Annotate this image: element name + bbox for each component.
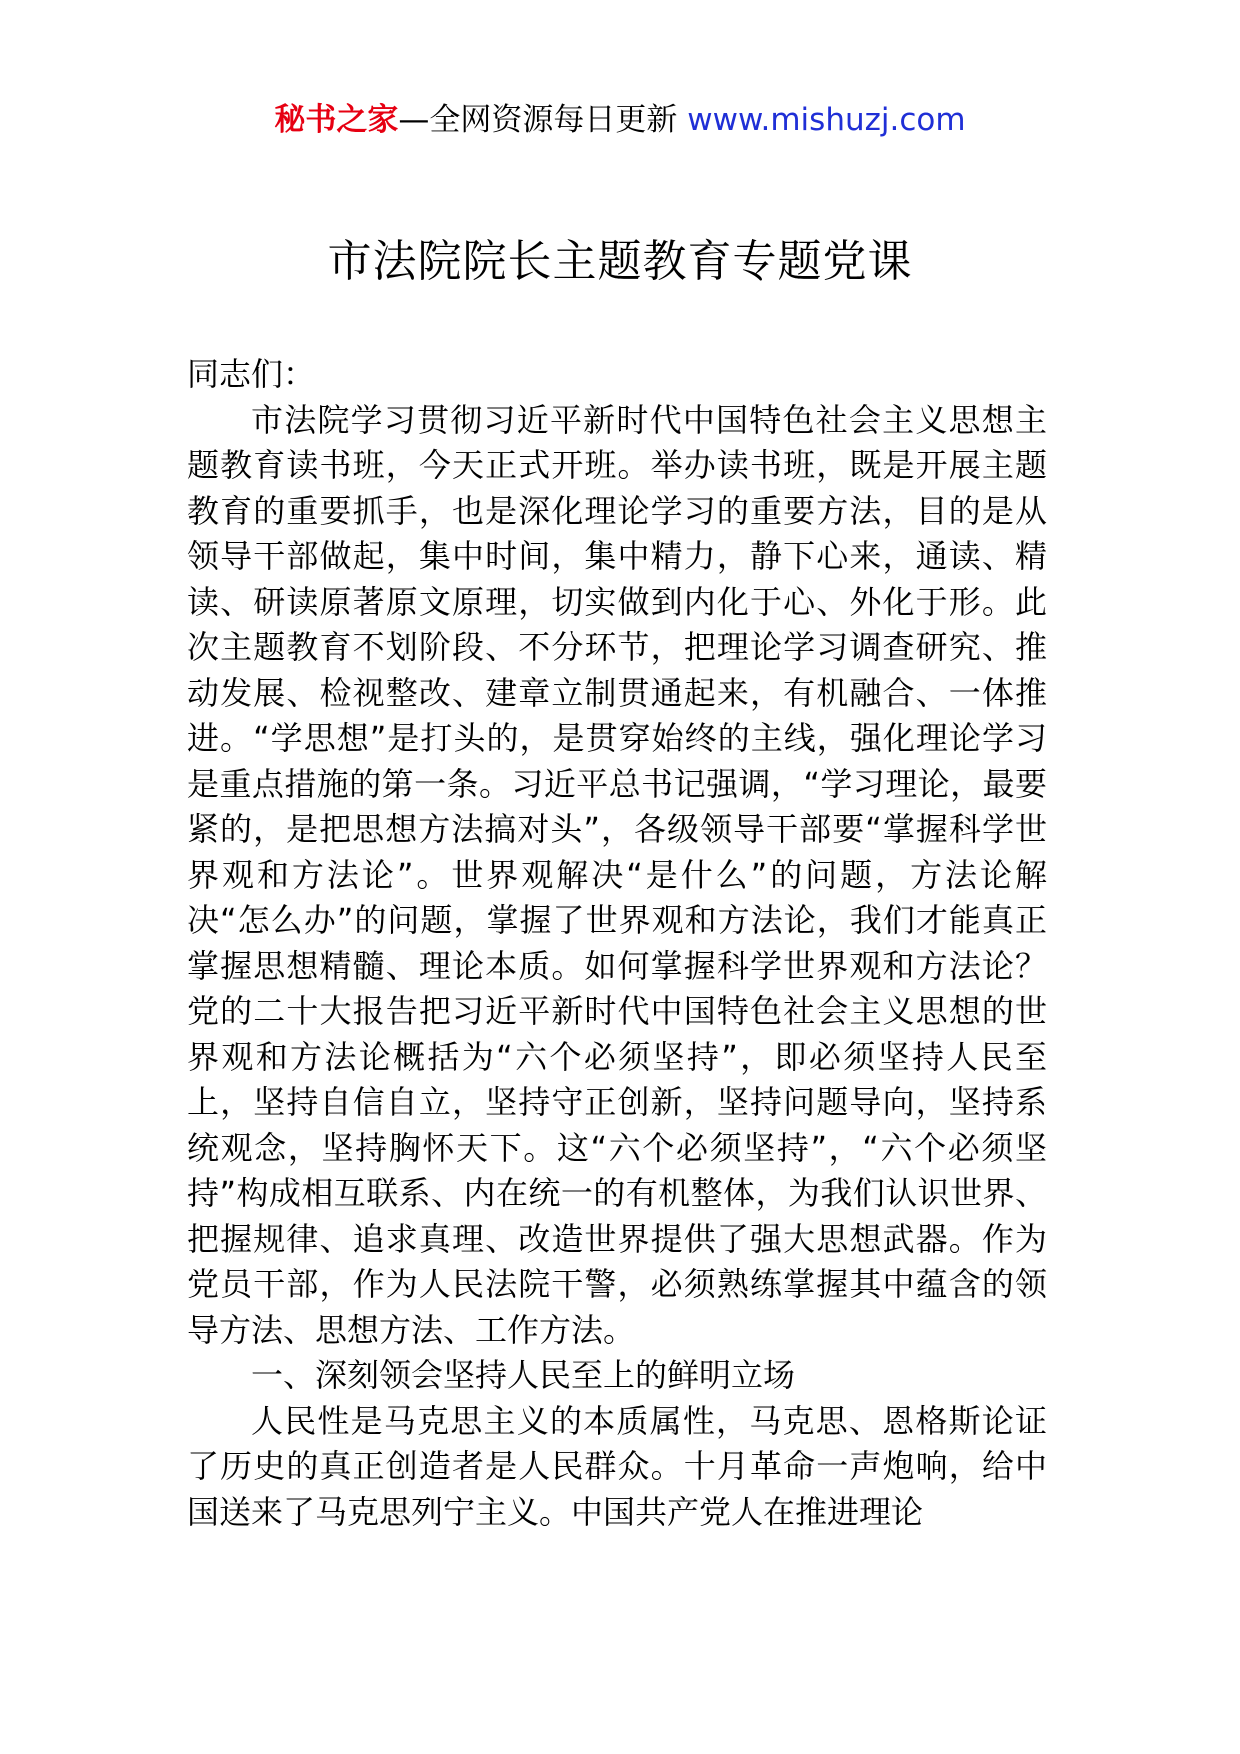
site-tagline: —全网资源每日更新 — [398, 102, 678, 138]
site-brand: 秘书之家 — [274, 102, 399, 138]
document-title: 市法院院长主题教育专题党课 — [327, 236, 913, 287]
document-body — [187, 352, 1047, 1535]
site-url-link[interactable]: www.mishuzj.com — [687, 102, 966, 138]
paragraph-intro: 市法院学习贯彻习近平新时代中国特色社会主义思想主题教育读书班，今天正式开班。举办读书班，既是开展主题教育的重要抓手，也是深化理论学习的重要方法，目的是从领导干部做起，集中时间，集中精力，静下心来，通读、精读、研读原著原文原理，切实做到内化于心、外化于形。此次主题教育不划阶段、不分环节，把理论学习调查研究、推动发展、检视整改、建章立制贯通起来，有机融合、一体推进。“学思想”是打头的，是贯穿始终的主线，强化理论学习是重点措施的第一条。习近平总书记强调，“学习理论，最要紧的，是把思想方法搞对头”，各级领导干部要“掌握科学世界观和方法论”。世界观解决“是什么”的问题，方法论解决“怎么办”的问题，掌握了世界观和方法论，我们才能真正掌握思想精髓、理论本质。如何掌握科学世界观和方法论？党的二十大报告把习近平新时代中国特色社会主义思想的世界观和方法论概括为“六个必须坚持”，即必须坚持人民至上，坚持自信自立，坚持守正创新，坚持问题导向，坚持系统观念，坚持胸怀天下。这“六个必须坚持”，“六个必须坚持”构成相互联系、内在统一的有机整体，为我们认识世界、把握规律、追求真理、改造世界提供了强大思想武器。作为党员干部，作为人民法院干警，必须熟练掌握其中蕴含的领导方法、思想方法、工作方法。 — [187, 400, 1047, 1349]
salutation: 同志们： — [187, 355, 316, 393]
section-heading-1: 一、深刻领会坚持人民至上的鲜明立场 — [251, 1356, 796, 1394]
paragraph-section-1: 人民性是马克思主义的本质属性，马克思、恩格斯论证了历史的真正创造者是人民群众。十月革命一声炮响，给中国送来了马克思列宁主义。中国共产党人在推进理论 — [187, 1401, 1047, 1531]
site-header — [0, 98, 1240, 142]
